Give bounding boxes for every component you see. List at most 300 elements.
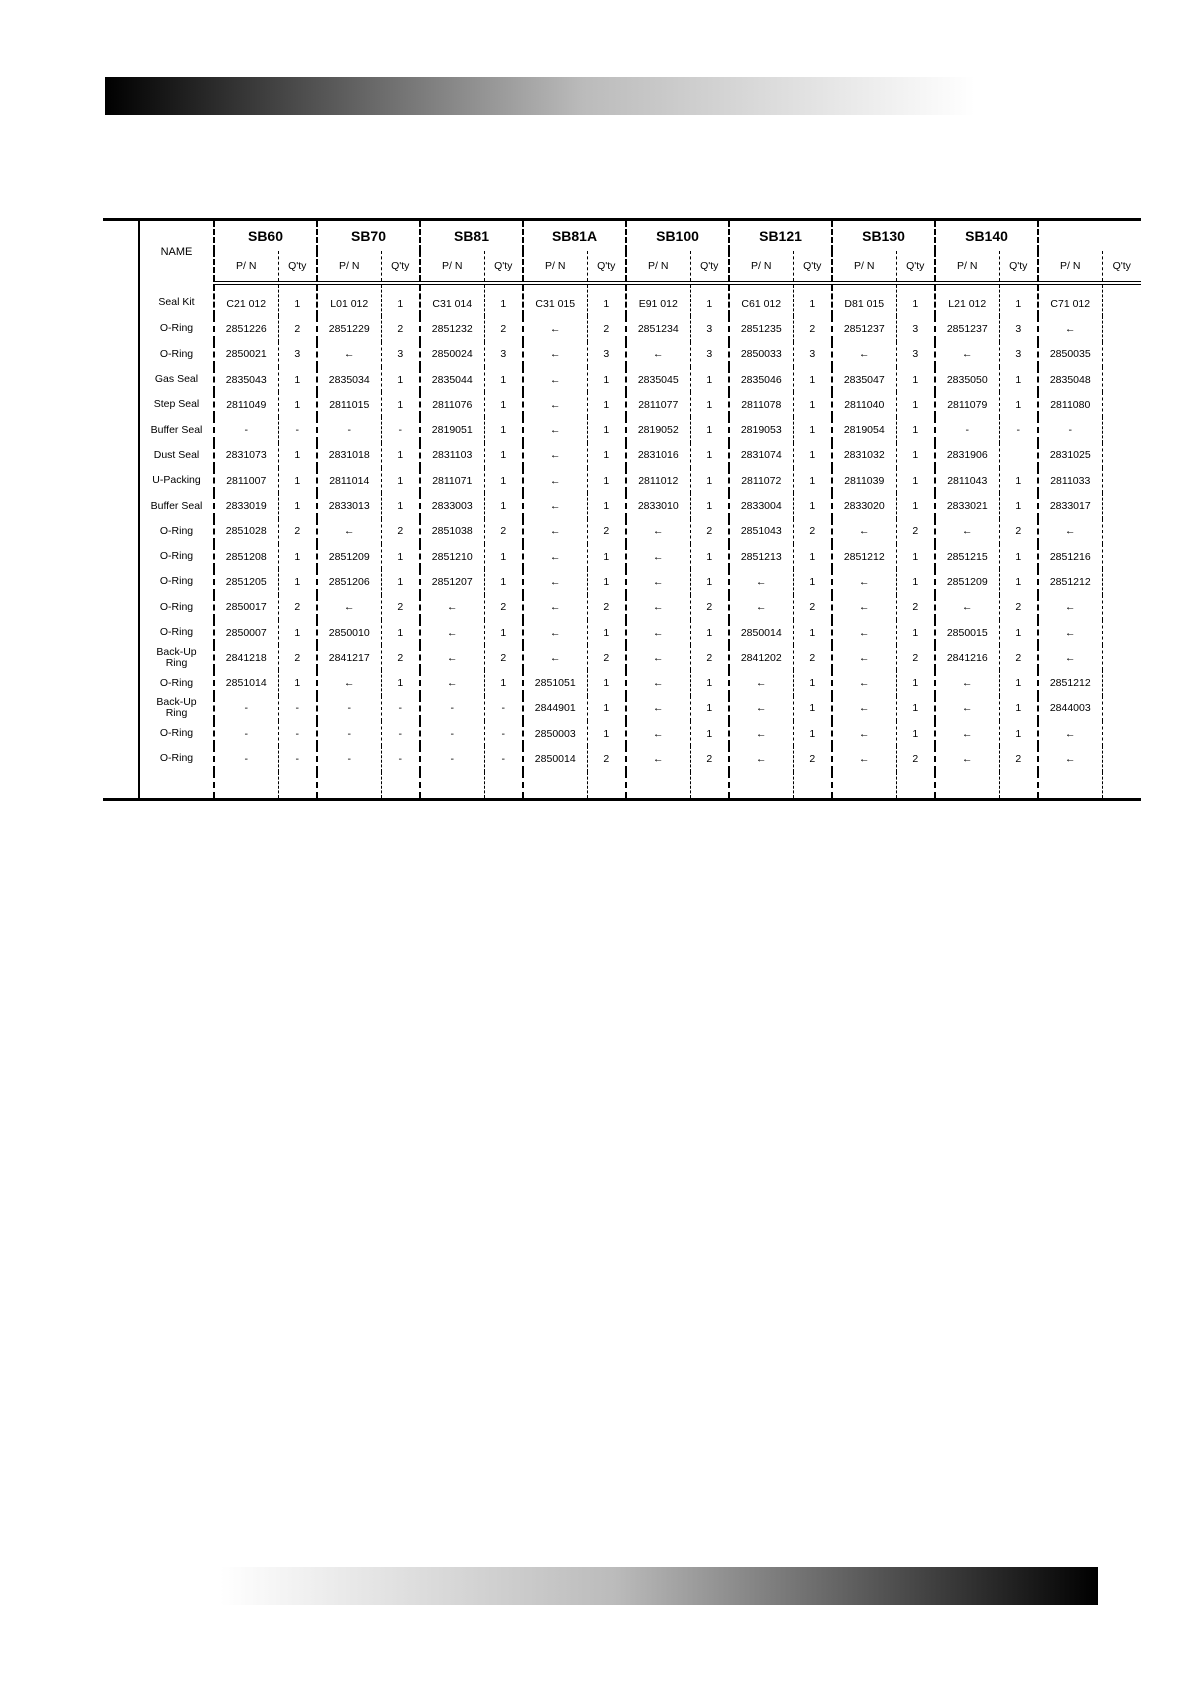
table-row	[103, 392, 1141, 417]
empty-cell	[832, 772, 896, 800]
part-name-cell: Seal Kit	[139, 283, 214, 316]
row-margin-cell	[103, 342, 139, 367]
part-number-cell: ←	[1038, 620, 1102, 645]
quantity-cell: 2	[690, 595, 729, 620]
quantity-cell: 1	[381, 367, 420, 392]
part-number-cell: 2831074	[729, 443, 793, 468]
part-name-cell: Gas Seal	[139, 367, 214, 392]
part-number-cell: ←	[626, 544, 690, 569]
quantity-cell: 1	[690, 392, 729, 417]
part-number-cell: 2811080	[1038, 392, 1102, 417]
quantity-cell: 1	[484, 367, 523, 392]
quantity-cell	[1102, 544, 1141, 569]
model-header: SB140	[935, 220, 1038, 252]
part-number-cell: 2811012	[626, 468, 690, 493]
quantity-cell: 1	[587, 569, 626, 594]
part-number-cell: -	[420, 721, 484, 746]
quantity-cell: 3	[690, 316, 729, 341]
part-number-cell: ←	[523, 417, 587, 442]
qty-column-header: Q'ty	[999, 251, 1038, 283]
part-number-cell: 2835050	[935, 367, 999, 392]
quantity-cell: 1	[381, 392, 420, 417]
quantity-cell: 2	[278, 316, 317, 341]
part-number-cell: 2831016	[626, 443, 690, 468]
part-number-cell: ←	[935, 696, 999, 721]
part-number-cell: 2850024	[420, 342, 484, 367]
quantity-cell	[1102, 569, 1141, 594]
part-number-cell: 2811033	[1038, 468, 1102, 493]
table-row	[103, 746, 1141, 771]
quantity-cell: 1	[278, 620, 317, 645]
part-number-cell: C31 015	[523, 283, 587, 316]
part-number-cell: 2833010	[626, 493, 690, 518]
part-number-cell: ←	[317, 670, 381, 695]
row-margin-cell	[103, 316, 139, 341]
quantity-cell: 2	[793, 519, 832, 544]
part-number-cell: ←	[523, 595, 587, 620]
quantity-cell: 1	[587, 670, 626, 695]
row-margin-cell	[103, 746, 139, 771]
quantity-cell	[1102, 417, 1141, 442]
part-number-cell: ←	[626, 342, 690, 367]
part-number-cell: ←	[729, 696, 793, 721]
quantity-cell: 1	[690, 443, 729, 468]
quantity-cell: 1	[793, 468, 832, 493]
part-number-cell: 2831018	[317, 443, 381, 468]
quantity-cell: 1	[793, 417, 832, 442]
part-name-cell: O-Ring	[139, 316, 214, 341]
quantity-cell: -	[278, 417, 317, 442]
quantity-cell	[1102, 316, 1141, 341]
empty-cell	[690, 772, 729, 800]
part-number-cell: ←	[832, 342, 896, 367]
quantity-cell: -	[381, 417, 420, 442]
quantity-cell: 1	[896, 493, 935, 518]
part-number-cell: ←	[523, 544, 587, 569]
model-header: SB81A	[523, 220, 626, 252]
pn-column-header: P/ N	[523, 251, 587, 283]
part-number-cell: ←	[832, 645, 896, 670]
model-header: SB70	[317, 220, 420, 252]
part-name-cell: Dust Seal	[139, 443, 214, 468]
table-row	[103, 645, 1141, 670]
quantity-cell: -	[381, 746, 420, 771]
quantity-cell: 1	[896, 620, 935, 645]
part-number-cell: 2851226	[214, 316, 278, 341]
part-number-cell: ←	[729, 746, 793, 771]
part-number-cell: ←	[1038, 721, 1102, 746]
table-row	[103, 342, 1141, 367]
part-number-cell: -	[935, 417, 999, 442]
row-margin-cell	[103, 417, 139, 442]
quantity-cell: 1	[690, 696, 729, 721]
row-margin-cell	[103, 670, 139, 695]
empty-cell	[523, 772, 587, 800]
qty-column-header: Q'ty	[1102, 251, 1141, 283]
quantity-cell: 1	[793, 569, 832, 594]
empty-cell	[729, 772, 793, 800]
part-number-cell: 2851212	[1038, 670, 1102, 695]
quantity-cell: -	[484, 721, 523, 746]
part-number-cell: ←	[523, 620, 587, 645]
quantity-cell: 1	[484, 569, 523, 594]
quantity-cell: 1	[793, 670, 832, 695]
part-number-cell: L21 012	[935, 283, 999, 316]
quantity-cell: 1	[999, 670, 1038, 695]
quantity-cell: 1	[690, 493, 729, 518]
model-header-row	[103, 220, 1141, 252]
subheader-row	[103, 251, 1141, 283]
quantity-cell: 1	[896, 283, 935, 316]
part-number-cell: 2833003	[420, 493, 484, 518]
part-number-cell: ←	[729, 569, 793, 594]
part-number-cell: ←	[420, 620, 484, 645]
quantity-cell: 2	[278, 595, 317, 620]
part-number-cell: 2811071	[420, 468, 484, 493]
quantity-cell: -	[278, 746, 317, 771]
part-number-cell: 2851209	[317, 544, 381, 569]
part-number-cell: ←	[729, 595, 793, 620]
part-name-cell: O-Ring	[139, 746, 214, 771]
part-number-cell: C31 014	[420, 283, 484, 316]
qty-column-header: Q'ty	[896, 251, 935, 283]
table-row	[103, 468, 1141, 493]
quantity-cell	[1102, 493, 1141, 518]
empty-cell	[381, 772, 420, 800]
part-number-cell: 2811049	[214, 392, 278, 417]
part-number-cell: ←	[626, 746, 690, 771]
seal-kit-parts-table-wrap	[103, 218, 1139, 801]
quantity-cell: 1	[484, 620, 523, 645]
table-row	[103, 493, 1141, 518]
quantity-cell: 1	[793, 721, 832, 746]
part-number-cell: ←	[420, 595, 484, 620]
quantity-cell: 1	[999, 493, 1038, 518]
part-number-cell: ←	[1038, 316, 1102, 341]
quantity-cell: 3	[999, 316, 1038, 341]
part-number-cell: -	[420, 696, 484, 721]
part-number-cell: 2811078	[729, 392, 793, 417]
part-number-cell: 2850015	[935, 620, 999, 645]
quantity-cell: 1	[484, 392, 523, 417]
part-number-cell: 2835048	[1038, 367, 1102, 392]
quantity-cell: 2	[896, 746, 935, 771]
part-number-cell: ←	[523, 569, 587, 594]
quantity-cell: 1	[278, 493, 317, 518]
table-row	[103, 544, 1141, 569]
part-number-cell: 2844901	[523, 696, 587, 721]
part-number-cell: 2811015	[317, 392, 381, 417]
part-number-cell: ←	[523, 468, 587, 493]
part-number-cell: 2833013	[317, 493, 381, 518]
quantity-cell: 2	[381, 645, 420, 670]
part-number-cell: ←	[935, 342, 999, 367]
name-column-header: NAME	[139, 220, 214, 284]
row-margin-cell	[103, 493, 139, 518]
quantity-cell: 1	[278, 569, 317, 594]
part-number-cell: -	[214, 746, 278, 771]
part-number-cell: 2851237	[935, 316, 999, 341]
row-margin-cell	[103, 595, 139, 620]
quantity-cell: 3	[484, 342, 523, 367]
quantity-cell: 3	[278, 342, 317, 367]
quantity-cell: 2	[896, 645, 935, 670]
part-number-cell: 2850035	[1038, 342, 1102, 367]
quantity-cell: 1	[587, 283, 626, 316]
part-number-cell: ←	[626, 569, 690, 594]
qty-column-header: Q'ty	[484, 251, 523, 283]
quantity-cell: 2	[381, 519, 420, 544]
row-margin-cell	[103, 620, 139, 645]
table-row	[103, 721, 1141, 746]
quantity-cell: 1	[278, 670, 317, 695]
table-row	[103, 620, 1141, 645]
part-number-cell: 2850010	[317, 620, 381, 645]
part-number-cell: 2851235	[729, 316, 793, 341]
quantity-cell: 2	[278, 645, 317, 670]
part-number-cell: 2811072	[729, 468, 793, 493]
quantity-cell: 1	[484, 493, 523, 518]
quantity-cell: 1	[690, 544, 729, 569]
empty-cell	[317, 772, 381, 800]
quantity-cell: 3	[896, 316, 935, 341]
part-number-cell: 2811076	[420, 392, 484, 417]
quantity-cell: 2	[896, 519, 935, 544]
part-number-cell: -	[420, 746, 484, 771]
row-margin-cell	[103, 645, 139, 670]
quantity-cell: 1	[484, 443, 523, 468]
quantity-cell: 1	[381, 468, 420, 493]
empty-cell	[935, 772, 999, 800]
part-number-cell: 2831906	[935, 443, 999, 468]
quantity-cell: 1	[690, 367, 729, 392]
quantity-cell: 1	[999, 367, 1038, 392]
part-number-cell: 2850014	[523, 746, 587, 771]
quantity-cell	[999, 443, 1038, 468]
quantity-cell: 3	[896, 342, 935, 367]
part-number-cell: -	[317, 417, 381, 442]
part-name-cell: O-Ring	[139, 595, 214, 620]
part-number-cell: 2811040	[832, 392, 896, 417]
part-number-cell: ←	[420, 670, 484, 695]
quantity-cell: 2	[587, 645, 626, 670]
quantity-cell: -	[381, 696, 420, 721]
quantity-cell: 2	[484, 645, 523, 670]
quantity-cell: -	[278, 696, 317, 721]
quantity-cell: 1	[999, 283, 1038, 316]
part-number-cell: ←	[626, 670, 690, 695]
part-number-cell: 2819054	[832, 417, 896, 442]
part-number-cell: 2851237	[832, 316, 896, 341]
part-number-cell: 2850021	[214, 342, 278, 367]
quantity-cell: 1	[999, 721, 1038, 746]
part-number-cell: 2850014	[729, 620, 793, 645]
qty-column-header: Q'ty	[587, 251, 626, 283]
part-name-cell: O-Ring	[139, 620, 214, 645]
quantity-cell: -	[381, 721, 420, 746]
quantity-cell: 1	[793, 544, 832, 569]
part-number-cell: -	[214, 696, 278, 721]
part-number-cell: ←	[1038, 519, 1102, 544]
quantity-cell: 1	[896, 544, 935, 569]
part-number-cell: 2833004	[729, 493, 793, 518]
part-number-cell: 2851215	[935, 544, 999, 569]
quantity-cell: 1	[381, 443, 420, 468]
quantity-cell: 2	[484, 316, 523, 341]
table-row	[103, 443, 1141, 468]
quantity-cell: 3	[587, 342, 626, 367]
part-number-cell: ←	[523, 493, 587, 518]
part-number-cell: 2835045	[626, 367, 690, 392]
quantity-cell	[1102, 392, 1141, 417]
quantity-cell: 1	[690, 569, 729, 594]
part-number-cell: 2851216	[1038, 544, 1102, 569]
quantity-cell: 2	[587, 746, 626, 771]
quantity-cell: 2	[793, 595, 832, 620]
table-row	[103, 519, 1141, 544]
quantity-cell: 1	[690, 721, 729, 746]
quantity-cell: 1	[587, 620, 626, 645]
quantity-cell: 2	[587, 316, 626, 341]
part-number-cell: 2819052	[626, 417, 690, 442]
table-row	[103, 670, 1141, 695]
part-number-cell: 2851207	[420, 569, 484, 594]
part-number-cell: -	[317, 746, 381, 771]
quantity-cell: 1	[793, 367, 832, 392]
quantity-cell: 1	[999, 696, 1038, 721]
part-name-cell: O-Ring	[139, 670, 214, 695]
empty-cell	[626, 772, 690, 800]
row-margin-cell	[103, 696, 139, 721]
quantity-cell: 2	[690, 645, 729, 670]
empty-cell	[278, 772, 317, 800]
row-margin-cell	[103, 392, 139, 417]
part-number-cell: ←	[626, 519, 690, 544]
empty-cell	[139, 772, 214, 800]
quantity-cell	[1102, 645, 1141, 670]
quantity-cell	[1102, 721, 1141, 746]
model-header: SB81	[420, 220, 523, 252]
table-row	[103, 283, 1141, 316]
empty-cell	[999, 772, 1038, 800]
part-number-cell: ←	[523, 316, 587, 341]
quantity-cell: 1	[690, 283, 729, 316]
part-number-cell: 2835044	[420, 367, 484, 392]
part-number-cell: ←	[317, 519, 381, 544]
quantity-cell: 1	[896, 468, 935, 493]
part-number-cell: 2851209	[935, 569, 999, 594]
quantity-cell: 2	[999, 519, 1038, 544]
quantity-cell: 2	[484, 595, 523, 620]
empty-cell	[103, 772, 139, 800]
part-number-cell: ←	[832, 670, 896, 695]
part-number-cell: 2833017	[1038, 493, 1102, 518]
quantity-cell: -	[278, 721, 317, 746]
quantity-cell	[1102, 367, 1141, 392]
quantity-cell: 2	[381, 316, 420, 341]
row-margin-cell	[103, 721, 139, 746]
quantity-cell: 1	[587, 696, 626, 721]
quantity-cell: 1	[999, 569, 1038, 594]
part-number-cell: E91 012	[626, 283, 690, 316]
part-number-cell: ←	[935, 595, 999, 620]
part-number-cell: 2851205	[214, 569, 278, 594]
pn-column-header: P/ N	[1038, 251, 1102, 283]
part-number-cell: 2819051	[420, 417, 484, 442]
quantity-cell: 1	[999, 620, 1038, 645]
part-number-cell: 2831073	[214, 443, 278, 468]
part-name-cell: O-Ring	[139, 721, 214, 746]
quantity-cell: 2	[381, 595, 420, 620]
part-name-cell: Step Seal	[139, 392, 214, 417]
quantity-cell: 1	[690, 468, 729, 493]
quantity-cell: 2	[278, 519, 317, 544]
quantity-cell: 1	[381, 620, 420, 645]
quantity-cell: 1	[793, 283, 832, 316]
part-number-cell: ←	[1038, 645, 1102, 670]
footer-gradient-bar	[220, 1567, 1098, 1605]
model-header	[1038, 220, 1141, 252]
part-number-cell: ←	[832, 620, 896, 645]
part-number-cell: 2811043	[935, 468, 999, 493]
quantity-cell: 1	[587, 443, 626, 468]
part-number-cell: ←	[626, 696, 690, 721]
part-number-cell: ←	[832, 595, 896, 620]
part-number-cell: -	[1038, 417, 1102, 442]
part-number-cell: -	[214, 417, 278, 442]
empty-cell	[214, 772, 278, 800]
part-number-cell: 2850017	[214, 595, 278, 620]
part-number-cell: 2833021	[935, 493, 999, 518]
quantity-cell: 1	[793, 620, 832, 645]
quantity-cell: -	[999, 417, 1038, 442]
part-number-cell: ←	[832, 519, 896, 544]
quantity-cell: 1	[587, 468, 626, 493]
quantity-cell: 1	[999, 544, 1038, 569]
empty-cell	[484, 772, 523, 800]
part-number-cell: 2831025	[1038, 443, 1102, 468]
quantity-cell: 3	[793, 342, 832, 367]
quantity-cell: 1	[896, 392, 935, 417]
quantity-cell: 1	[587, 392, 626, 417]
part-number-cell: 2833019	[214, 493, 278, 518]
quantity-cell: -	[484, 696, 523, 721]
quantity-cell: 2	[999, 746, 1038, 771]
quantity-cell	[1102, 468, 1141, 493]
quantity-cell: 3	[690, 342, 729, 367]
quantity-cell: 1	[690, 417, 729, 442]
quantity-cell: 2	[587, 595, 626, 620]
quantity-cell: 1	[690, 670, 729, 695]
part-number-cell: 2844003	[1038, 696, 1102, 721]
part-number-cell: ←	[523, 519, 587, 544]
row-margin-cell	[103, 519, 139, 544]
model-header: SB60	[214, 220, 317, 252]
part-number-cell: 2851014	[214, 670, 278, 695]
part-number-cell: 2851206	[317, 569, 381, 594]
model-header: SB121	[729, 220, 832, 252]
quantity-cell: 1	[278, 367, 317, 392]
table-row	[103, 696, 1141, 721]
part-number-cell: -	[317, 696, 381, 721]
quantity-cell: 1	[484, 468, 523, 493]
part-number-cell: C21 012	[214, 283, 278, 316]
part-number-cell: 2851212	[832, 544, 896, 569]
part-number-cell: 2819053	[729, 417, 793, 442]
part-number-cell: ←	[420, 645, 484, 670]
quantity-cell: 2	[999, 595, 1038, 620]
part-name-cell: O-Ring	[139, 569, 214, 594]
